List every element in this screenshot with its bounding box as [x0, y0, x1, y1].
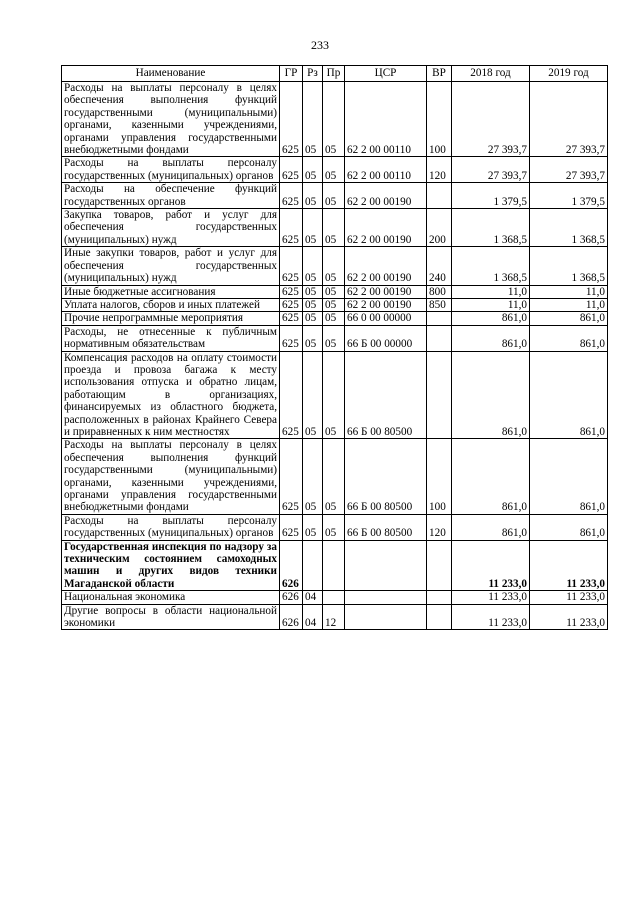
- cell-pr: [323, 540, 345, 591]
- cell-2019: 1 368,5: [530, 247, 608, 285]
- cell-rz: 05: [303, 285, 323, 298]
- cell-rz: 05: [303, 209, 323, 247]
- cell-pr: 05: [323, 312, 345, 325]
- cell-pr: 05: [323, 514, 345, 540]
- header-vr: ВР: [427, 66, 452, 82]
- cell-2018: 11,0: [452, 285, 530, 298]
- cell-vr: 800: [427, 285, 452, 298]
- cell-csr: 66 Б 00 80500: [345, 514, 427, 540]
- cell-gr: 625: [280, 157, 303, 183]
- cell-2019: 861,0: [530, 325, 608, 351]
- header-2019: 2019 год: [530, 66, 608, 82]
- cell-gr: 625: [280, 351, 303, 439]
- cell-gr: 625: [280, 325, 303, 351]
- table-row: [62, 540, 608, 591]
- cell-vr: 850: [427, 298, 452, 311]
- cell-vr: 100: [427, 82, 452, 157]
- cell-rz: [303, 540, 323, 591]
- cell-2019: 861,0: [530, 351, 608, 439]
- table-row: [62, 285, 608, 298]
- cell-rz: 05: [303, 82, 323, 157]
- cell-vr: [427, 591, 452, 604]
- cell-csr: [345, 540, 427, 591]
- table-row: [62, 514, 608, 540]
- cell-pr: 05: [323, 298, 345, 311]
- cell-name: Расходы на выплаты персоналу государственных (муниципальных) органов: [62, 514, 280, 540]
- cell-gr: 625: [280, 285, 303, 298]
- cell-pr: 05: [323, 351, 345, 439]
- header-name: Наименование: [62, 66, 280, 82]
- cell-name: Компенсация расходов на оплату стоимости проезда и провоза багажа к месту использования отпуска и обратно лицам, работающим в организациях, финансируемых из областного бюджета, расположенных в районах Крайнего Севера и приравненных к ним местностях: [62, 351, 280, 439]
- cell-csr: 62 2 00 00190: [345, 247, 427, 285]
- table-row: [62, 157, 608, 183]
- cell-pr: 05: [323, 285, 345, 298]
- cell-2019: 1 368,5: [530, 209, 608, 247]
- cell-2018: 861,0: [452, 439, 530, 514]
- budget-table: [61, 65, 608, 630]
- cell-vr: 100: [427, 439, 452, 514]
- cell-csr: [345, 591, 427, 604]
- cell-csr: 66 Б 00 80500: [345, 351, 427, 439]
- table-row: [62, 312, 608, 325]
- cell-2018: 27 393,7: [452, 157, 530, 183]
- cell-rz: 04: [303, 591, 323, 604]
- cell-pr: 05: [323, 247, 345, 285]
- table-row: [62, 591, 608, 604]
- cell-csr: 62 2 00 00110: [345, 157, 427, 183]
- table-row: [62, 439, 608, 514]
- cell-gr: 625: [280, 312, 303, 325]
- header-gr: ГР: [280, 66, 303, 82]
- cell-rz: 05: [303, 247, 323, 285]
- cell-csr: 62 2 00 00110: [345, 82, 427, 157]
- table-row: [62, 604, 608, 630]
- cell-name: Уплата налогов, сборов и иных платежей: [62, 298, 280, 311]
- cell-csr: 62 2 00 00190: [345, 209, 427, 247]
- cell-vr: [427, 325, 452, 351]
- cell-2019: 861,0: [530, 439, 608, 514]
- cell-name: Иные бюджетные ассигнования: [62, 285, 280, 298]
- cell-csr: 66 Б 00 80500: [345, 439, 427, 514]
- cell-pr: 05: [323, 183, 345, 209]
- table-row: [62, 183, 608, 209]
- cell-2018: 1 379,5: [452, 183, 530, 209]
- cell-gr: 625: [280, 514, 303, 540]
- header-rz: Рз: [303, 66, 323, 82]
- cell-2018: 1 368,5: [452, 247, 530, 285]
- cell-2019: 27 393,7: [530, 157, 608, 183]
- cell-vr: [427, 540, 452, 591]
- cell-rz: 05: [303, 439, 323, 514]
- cell-name: Закупка товаров, работ и услуг для обеспечения государственных (муниципальных) нужд: [62, 209, 280, 247]
- cell-gr: 625: [280, 209, 303, 247]
- table-row: [62, 298, 608, 311]
- cell-pr: 05: [323, 209, 345, 247]
- cell-gr: 626: [280, 604, 303, 630]
- cell-rz: 05: [303, 157, 323, 183]
- page-number: 233: [311, 38, 329, 52]
- table-row: [62, 325, 608, 351]
- cell-vr: [427, 183, 452, 209]
- header-pr: Пр: [323, 66, 345, 82]
- cell-rz: 05: [303, 298, 323, 311]
- cell-gr: 625: [280, 298, 303, 311]
- table-header-row: [62, 66, 608, 82]
- cell-rz: 05: [303, 183, 323, 209]
- cell-2018: 11,0: [452, 298, 530, 311]
- cell-name: Национальная экономика: [62, 591, 280, 604]
- cell-pr: [323, 591, 345, 604]
- table-row: [62, 82, 608, 157]
- cell-csr: 62 2 00 00190: [345, 285, 427, 298]
- cell-name: Расходы на выплаты персоналу в целях обеспечения выполнения функций государственными (муниципальными) органами, казенными учреждениями, органами управления государственными внебюджетными фондами: [62, 439, 280, 514]
- cell-csr: 62 2 00 00190: [345, 183, 427, 209]
- cell-vr: 120: [427, 157, 452, 183]
- cell-pr: 05: [323, 157, 345, 183]
- cell-rz: 05: [303, 325, 323, 351]
- cell-rz: 05: [303, 514, 323, 540]
- header-2018: 2018 год: [452, 66, 530, 82]
- cell-rz: 05: [303, 351, 323, 439]
- header-csr: ЦСР: [345, 66, 427, 82]
- table-row: [62, 247, 608, 285]
- cell-name: Другие вопросы в области национальной экономики: [62, 604, 280, 630]
- cell-2018: 27 393,7: [452, 82, 530, 157]
- cell-vr: 120: [427, 514, 452, 540]
- cell-2018: 11 233,0: [452, 591, 530, 604]
- cell-2019: 11,0: [530, 285, 608, 298]
- cell-2019: 11 233,0: [530, 591, 608, 604]
- cell-pr: 12: [323, 604, 345, 630]
- cell-2019: 861,0: [530, 514, 608, 540]
- cell-vr: [427, 312, 452, 325]
- cell-gr: 625: [280, 247, 303, 285]
- cell-pr: 05: [323, 439, 345, 514]
- cell-gr: 625: [280, 439, 303, 514]
- cell-vr: [427, 604, 452, 630]
- cell-2018: 861,0: [452, 325, 530, 351]
- cell-2019: 11 233,0: [530, 604, 608, 630]
- cell-name: Государственная инспекция по надзору за техническим состоянием самоходных машин и других видов техники Магаданской области: [62, 540, 280, 591]
- cell-name: Расходы на выплаты персоналу в целях обеспечения выполнения функций государственными (муниципальными) органами, казенными учреждениями, органами управления государственными внебюджетными фондами: [62, 82, 280, 157]
- cell-vr: 200: [427, 209, 452, 247]
- cell-pr: 05: [323, 82, 345, 157]
- cell-2019: 11 233,0: [530, 540, 608, 591]
- cell-gr: 625: [280, 183, 303, 209]
- cell-2019: 1 379,5: [530, 183, 608, 209]
- cell-csr: 66 0 00 00000: [345, 312, 427, 325]
- table-row: [62, 209, 608, 247]
- cell-2018: 861,0: [452, 514, 530, 540]
- cell-2018: 861,0: [452, 312, 530, 325]
- cell-gr: 626: [280, 591, 303, 604]
- cell-vr: [427, 351, 452, 439]
- cell-gr: 625: [280, 82, 303, 157]
- cell-rz: 05: [303, 312, 323, 325]
- cell-rz: 04: [303, 604, 323, 630]
- cell-name: Расходы на обеспечение функций государственных органов: [62, 183, 280, 209]
- cell-csr: 66 Б 00 00000: [345, 325, 427, 351]
- cell-2018: 1 368,5: [452, 209, 530, 247]
- cell-2019: 861,0: [530, 312, 608, 325]
- table-row: [62, 351, 608, 439]
- cell-name: Прочие непрограммные мероприятия: [62, 312, 280, 325]
- cell-gr: 626: [280, 540, 303, 591]
- cell-name: Расходы на выплаты персоналу государственных (муниципальных) органов: [62, 157, 280, 183]
- cell-vr: 240: [427, 247, 452, 285]
- cell-2019: 27 393,7: [530, 82, 608, 157]
- cell-2019: 11,0: [530, 298, 608, 311]
- cell-2018: 861,0: [452, 351, 530, 439]
- cell-name: Иные закупки товаров, работ и услуг для обеспечения государственных (муниципальных) нужд: [62, 247, 280, 285]
- cell-2018: 11 233,0: [452, 604, 530, 630]
- cell-pr: 05: [323, 325, 345, 351]
- cell-csr: [345, 604, 427, 630]
- cell-2018: 11 233,0: [452, 540, 530, 591]
- cell-name: Расходы, не отнесенные к публичным нормативным обязательствам: [62, 325, 280, 351]
- cell-csr: 62 2 00 00190: [345, 298, 427, 311]
